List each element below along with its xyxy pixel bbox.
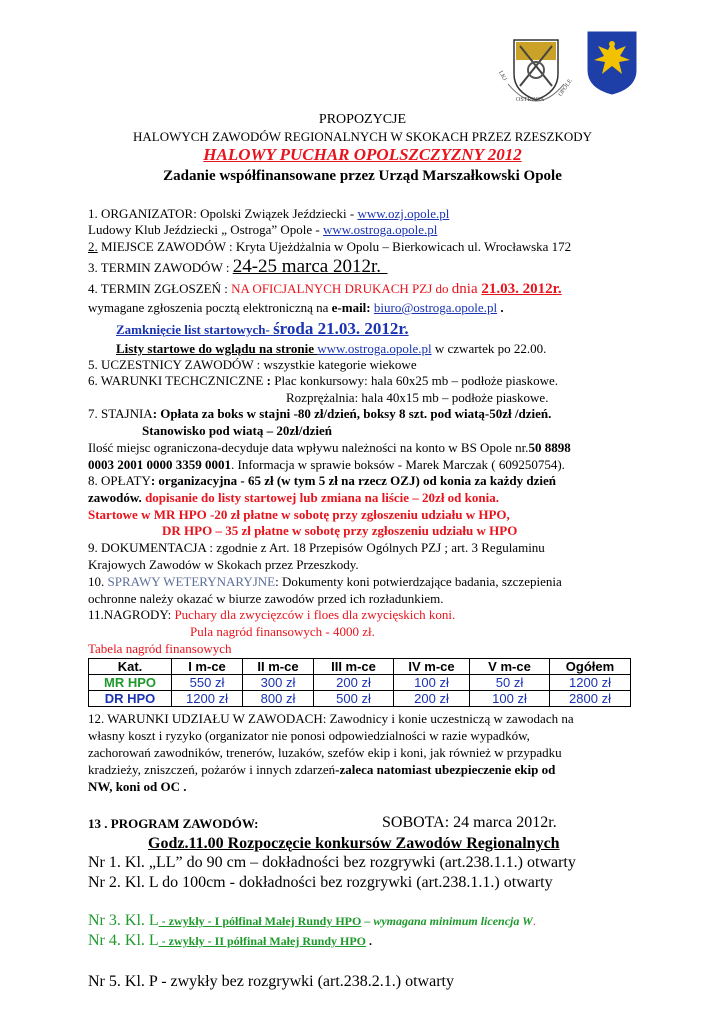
competition-1: Nr 1. Kl. „LL” do 90 cm – dokładności bez rozgrywki (art.238.1.1.) otwarty	[88, 854, 576, 871]
program-day: SOBOTA: 24 marca 2012r.	[382, 814, 557, 831]
table-cell: 100 zł	[470, 691, 550, 707]
section-8-fees: 8. OPŁATY: organizacyjna - 65 zł (w tym 5 zł na rzecz OZJ) od konia za każdy dzień	[88, 473, 556, 488]
table-cell: 200 zł	[394, 691, 470, 707]
section-12-line-3: zachorowań zawodników, trenerów, luzaków, szefów ekip i koni, jak również w przypadku	[88, 745, 562, 760]
heading-propozycje: PROPOZYCJE	[318, 112, 407, 127]
section-12-line-2: własny koszt i ryzyko (organizator nie ponosi odpowiedzialności w razie wypadków,	[88, 728, 530, 743]
section-8-mr-fee: Startowe w MR HPO -20 zł płatne w sobotę przy zgłoszeniu udziału w HPO,	[88, 507, 510, 522]
start-lists: Listy startowe do wglądu na stronie www.ostroga.opole.pl w czwartek po 22.00.	[116, 341, 547, 356]
section-3-date: 3. TERMIN ZAWODÓW : 24-25 marca 2012r.	[88, 256, 381, 277]
ostroga-link[interactable]: www.ostroga.opole.pl	[323, 222, 438, 237]
competition-4: Nr 4. Kl. L - zwykły - II półfinał Małej Rundy HPO .	[88, 932, 373, 949]
section-9-docs: 9. DOKUMENTACJA : zgodnie z Art. 18 Przepisów Ogólnych PZJ ; art. 3 Regulaminu	[88, 540, 545, 555]
table-cell: 1200 zł	[172, 691, 243, 707]
heading-subtitle: HALOWYCH ZAWODÓW REGIONALNYCH W SKOKACH PRZEZ RZESZKODY	[133, 129, 592, 144]
section-7-account: 0003 2001 0000 3359 0001. Informacja w sprawie boksów - Marek Marczak ( 609250754).	[88, 457, 565, 472]
club-logo-text-bottom: OSTROGA	[516, 97, 545, 103]
section-12-conditions: 12. WARUNKI UDZIAŁU W ZAWODACH: Zawodnicy i konie uczestniczą w zawodach na	[88, 711, 574, 726]
opole-coat-of-arms	[586, 30, 638, 96]
heading-funding: Zadanie współfinansowane przez Urząd Marszałkowski Opole	[163, 168, 562, 184]
section-13-program: 13 . PROGRAM ZAWODÓW:	[88, 816, 259, 831]
table-cell: MR HPO	[89, 675, 172, 691]
section-1-organizer: 1. ORGANIZATOR: Opolski Związek Jeździecki - www.ozj.opole.pl	[88, 206, 450, 221]
table-row	[89, 675, 631, 691]
section-11-pool: Pula nagród finansowych - 4000 zł.	[190, 624, 375, 639]
start-lists-link[interactable]: www.ostroga.opole.pl	[317, 341, 432, 356]
competition-3: Nr 3. Kl. L - zwykły - I półfinał Małej Rundy HPO – wymagana minimum licencja W.	[88, 912, 536, 929]
table-cell: 50 zł	[470, 675, 550, 691]
col-header: II m-ce	[243, 659, 314, 675]
section-8-fees-2: zawodów. dopisanie do listy startowej lub zmiana na liście – 20zł od konia.	[88, 490, 499, 505]
club-logo-text-left: LKJ	[496, 70, 508, 82]
competition-2: Nr 2. Kl. L do 100cm - dokładności bez rozgrywki (art.238.1.1.) otwarty	[88, 874, 553, 891]
section-10-vet-2: ochronne należy okazać w biurze zawodów przed ich rozładunkiem.	[88, 591, 444, 606]
col-header: V m-ce	[470, 659, 550, 675]
heading-title: HALOWY PUCHAR OPOLSZCZYZNY 2012	[203, 145, 522, 164]
section-5-participants: 5. UCZESTNICY ZAWODÓW : wszystkie kategorie wiekowe	[88, 357, 417, 372]
section-12-line-5: NW, koni od OC .	[88, 779, 187, 794]
section-7-stand: Stanowisko pod wiatą – 20zł/dzień	[142, 423, 332, 438]
table-cell: 800 zł	[243, 691, 314, 707]
section-1-club: Ludowy Klub Jeździecki „ Ostroga” Opole - www.ostroga.opole.pl	[88, 222, 438, 237]
col-header: Kat.	[89, 659, 172, 675]
table-cell: 500 zł	[314, 691, 394, 707]
col-header: Ogółem	[550, 659, 631, 675]
club-logo-text-right: OPOLE	[557, 78, 574, 98]
table-cell: 100 zł	[394, 675, 470, 691]
table-cell: DR HPO	[89, 691, 172, 707]
col-header: I m-ce	[172, 659, 243, 675]
prize-table-header	[89, 659, 631, 675]
prize-table	[88, 658, 631, 707]
col-header: III m-ce	[314, 659, 394, 675]
section-10-vet: 10. SPRAWY WETERYNARYJNE: Dokumenty koni potwierdzające badania, szczepienia	[88, 574, 562, 589]
prize-table-title: Tabela nagród finansowych	[88, 641, 232, 656]
section-12-line-4: kradzieży, zniszczeń, pożarów i innych zdarzeń-zaleca natomiast ubezpieczenie ekip od	[88, 762, 556, 777]
section-6-conditions: 6. WARUNKI TECHCZNICZNE : Plac konkursowy: hala 60x25 mb – podłoże piaskowe.	[88, 373, 559, 388]
section-7-stable: 7. STAJNIA: Opłata za boks w stajni -80 zł/dzień, boksy 8 szt. pod wiatą-50zł /dzień.	[88, 406, 552, 421]
program-start: Godz.11.00 Rozpoczęcie konkursów Zawodów Regionalnych	[148, 835, 560, 852]
section-11-prizes: 11.NAGRODY: Puchary dla zwycięzców i floes dla zwycięskich koni.	[88, 607, 456, 622]
section-9-docs-2: Krajowych Zawodów w Skokach przez Przeszkody.	[88, 557, 359, 572]
table-cell: 2800 zł	[550, 691, 631, 707]
section-6-warmup: Rozprężalnia: hala 40x15 mb – podłoże piaskowe.	[286, 390, 549, 405]
section-2-venue: 2. MIEJSCE ZAWODÓW : Kryta Ujeżdżalnia w Opolu – Bierkowicach ul. Wrocławska 172	[88, 239, 572, 254]
section-8-dr-fee: DR HPO – 35 zł płatne w sobotę przy zgłoszeniu udziału w HPO	[162, 523, 518, 538]
competition-5: Nr 5. Kl. P - zwykły bez rozgrywki (art.238.2.1.) otwarty	[88, 973, 454, 990]
section-7-bank: Ilość miejsc ograniczona-decyduje data wpływu należności na konto w BS Opole nr.50 8898	[88, 440, 571, 455]
ozj-link[interactable]: www.ozj.opole.pl	[357, 206, 450, 221]
table-cell: 550 zł	[172, 675, 243, 691]
table-row	[89, 691, 631, 707]
col-header: IV m-ce	[394, 659, 470, 675]
table-cell: 300 zł	[243, 675, 314, 691]
section-4-entries: 4. TERMIN ZGŁOSZEŃ : NA OFICJALNYCH DRUKACH PZJ do dnia 21.03. 2012r.	[88, 281, 562, 297]
section-4-email: wymagane zgłoszenia pocztą elektroniczną na e-mail: biuro@ostroga.opole.pl .	[88, 300, 504, 315]
table-cell: 1200 zł	[550, 675, 631, 691]
closing-lists: Zamknięcie list startowych- środa 21.03. 2012r.	[116, 319, 409, 338]
table-cell: 200 zł	[314, 675, 394, 691]
email-link[interactable]: biuro@ostroga.opole.pl	[373, 300, 498, 315]
